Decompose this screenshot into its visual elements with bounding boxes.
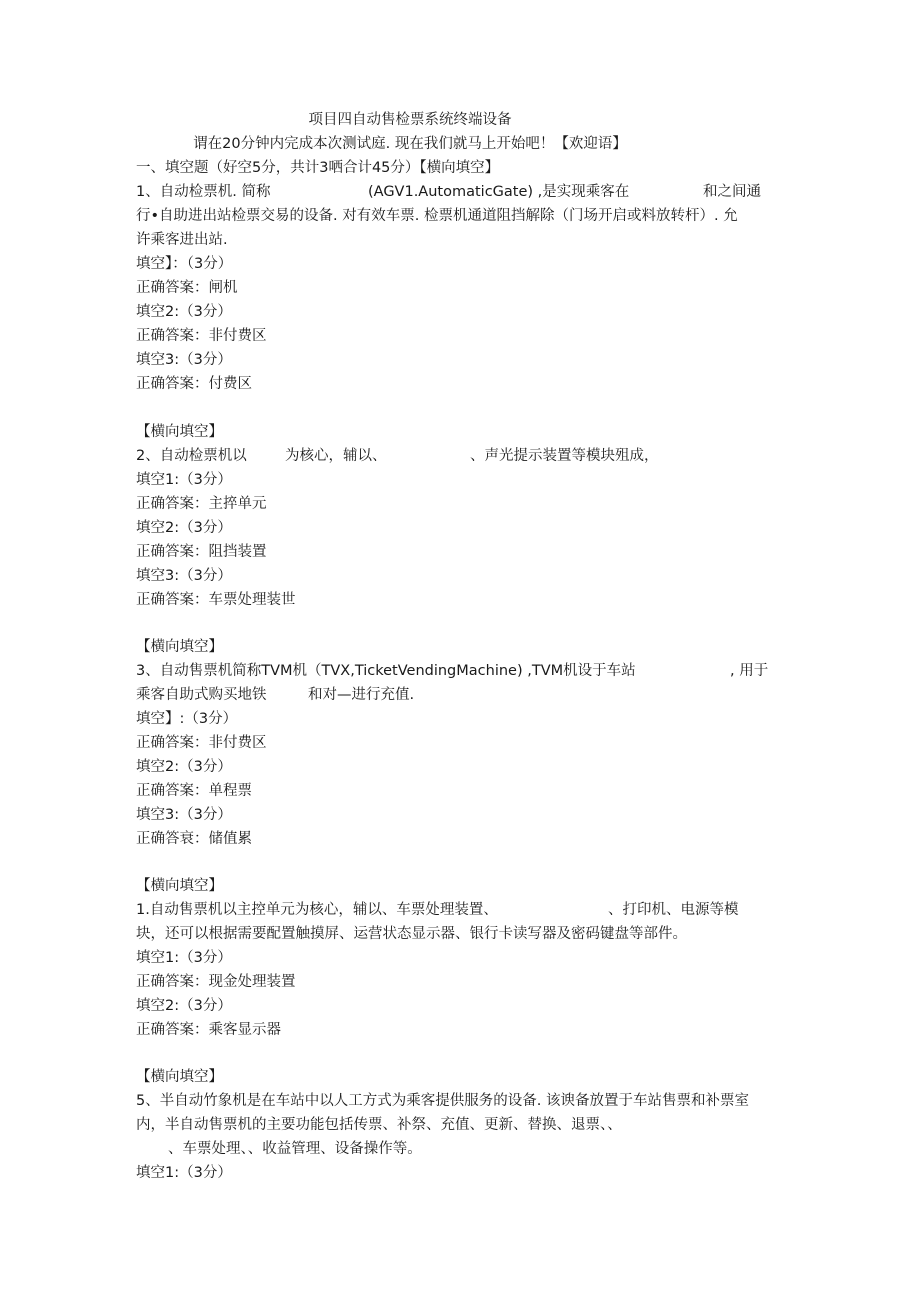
q4-blank1-label: 填空1:（3分）	[136, 950, 232, 966]
q5-text-line2: 内，半自动售票机的主要功能包括传票、补祭、充值、更新、替换、退票、、	[136, 1117, 622, 1133]
q2-tag: 【横向填空】	[136, 424, 223, 440]
q1-text-part2: (AGV1.AutomaticGate) ,是实现乘客在	[368, 184, 630, 200]
q1-blank2-answer: 正确答案：非付费区	[136, 328, 267, 344]
q4-blank2-label: 填空2:（3分）	[136, 998, 232, 1014]
instructions-text: 谓在20分钟内完成本次测试庭. 现在我们就马上开始吧！【欢迎语】	[193, 136, 627, 152]
q4-blank1-answer: 正确答案：现金处理装置	[136, 974, 296, 990]
q3-blank2-label: 填空2:（3分）	[136, 759, 232, 775]
q1-text-line3: 许乘客进出站.	[136, 232, 228, 248]
q1-blank2-label: 填空2:（3分）	[136, 304, 232, 320]
q4-text-part2: 、打印机、电源等模	[608, 902, 739, 918]
q2-text-part2: 为核心，辅以、	[285, 448, 387, 464]
q3-blank3-label: 填空3:（3分）	[136, 807, 232, 823]
q2-blank3-label: 填空3:（3分）	[136, 568, 232, 584]
q1-text-part1: 1、自动检票机. 简称	[136, 184, 271, 200]
q1-text-part3: 和之间通	[703, 184, 761, 200]
q3-blank2-answer: 正确答案：单程票	[136, 783, 252, 799]
q3-text-line2-part1: 乘客自助式购买地铁	[136, 687, 267, 703]
q3-blank1-label: 填空】:（3分）	[136, 711, 238, 727]
q2-text-part1: 2、自动检票机以	[136, 448, 247, 464]
q3-tag: 【横向填空】	[136, 639, 223, 655]
q2-blank1-answer: 正确答案：主捽单元	[136, 496, 267, 512]
q1-blank1-label: 填空】：（3分）	[136, 256, 233, 272]
q3-blank3-answer: 正确答衰：储值累	[136, 831, 252, 847]
q1-blank3-label: 填空3:（3分）	[136, 352, 232, 368]
q4-tag: 【横向填空】	[136, 878, 223, 894]
q1-blank1-answer: 正确答案：闸机	[136, 280, 238, 296]
q1-text-line2: 行•自助进出站检票交易的设备. 对有效车票. 检票机通道阻挡解除（门场开启或料放转杆）. 允	[136, 208, 738, 224]
q2-text-part3: 、声光提示装置等模块殂成，	[470, 448, 659, 464]
q2-blank1-label: 填空1:（3分）	[136, 472, 232, 488]
section-header: 一、填空题（好空5分，共计3哂合计45分）【横向填空】	[136, 160, 500, 176]
q3-blank1-answer: 正确答案：非付费区	[136, 735, 267, 751]
q3-text-part1: 3、自动售票机简称TVM机（TVX,TicketVendingMachine) ,TVM机设于车站	[136, 663, 636, 679]
q3-text-part2: , 用于	[730, 663, 769, 679]
q5-text-line3: 、车票处理、、收益管理、设备操作等。	[168, 1141, 422, 1157]
document-title: 项目四自动售检票系统终端设备	[308, 112, 512, 128]
q4-text-line2: 块，还可以根据需要配置触摸屏、运营状态显示器、银行卡读写器及密码键盘等部件。	[136, 926, 687, 942]
q5-tag: 【横向填空】	[136, 1069, 223, 1085]
q5-blank1-label: 填空1:（3分）	[136, 1165, 232, 1181]
q3-text-line2-part2: 和对—进行充值.	[308, 687, 415, 703]
q2-blank2-label: 填空2:（3分）	[136, 520, 232, 536]
q2-blank3-answer: 正确答案：车票处理装世	[136, 592, 296, 608]
q1-blank3-answer: 正确答案：付费区	[136, 376, 252, 392]
q4-blank2-answer: 正确答案：乘客显示器	[136, 1022, 281, 1038]
q5-text-line1: 5、半自动竹象机是在车站中以人工方式为乘客提供服务的设备. 该谀备放置于车站售票和补票室	[136, 1093, 749, 1109]
q2-blank2-answer: 正确答案：阻挡装置	[136, 544, 267, 560]
q4-text-part1: 1.自动售票机以主控单元为核心，辅以、车票处理装置、	[136, 902, 498, 918]
